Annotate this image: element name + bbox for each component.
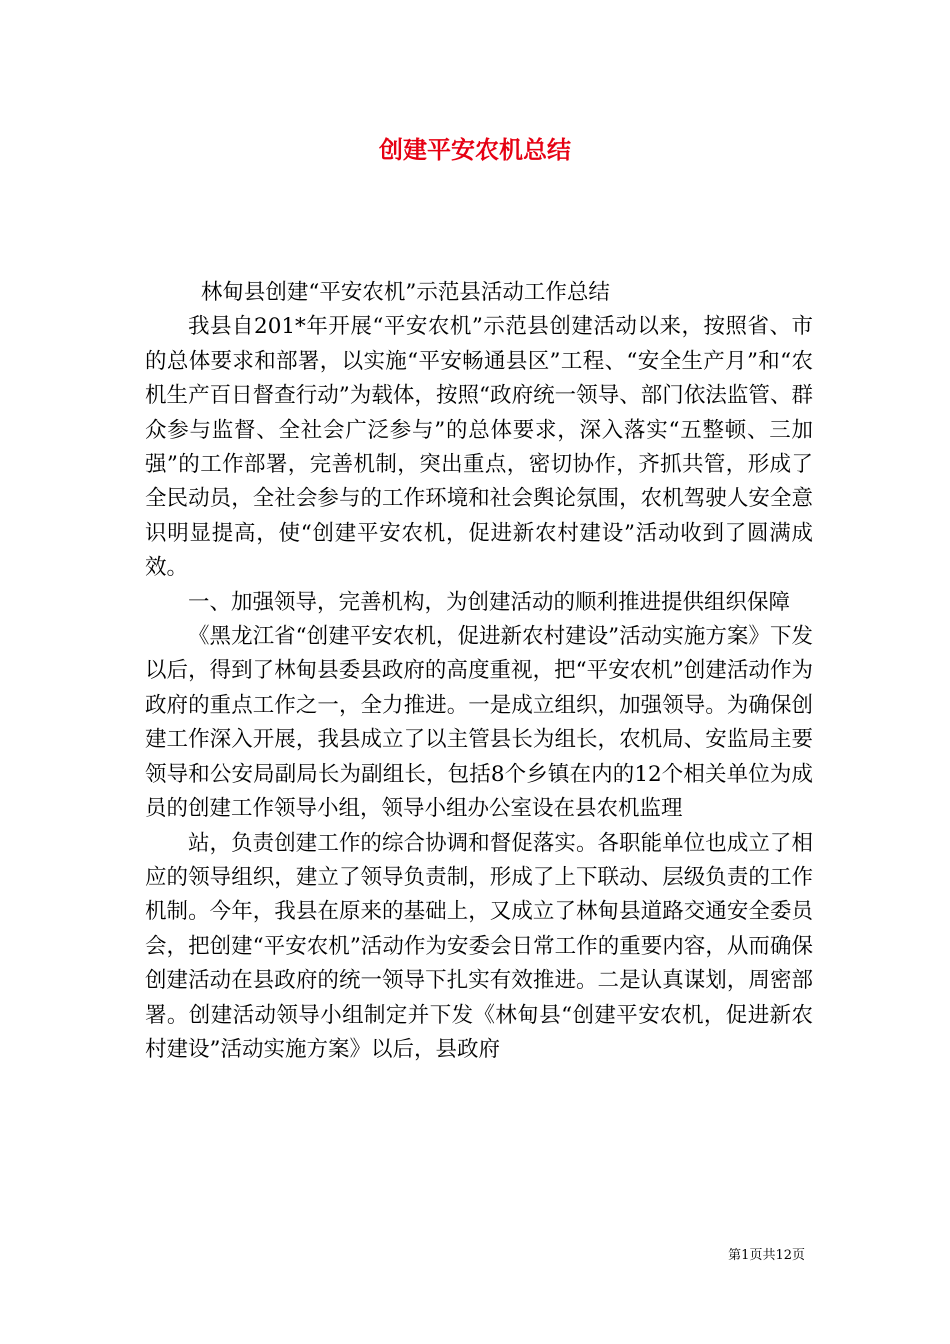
document-subtitle: 林甸县创建“平安农机”示范县活动工作总结	[200, 280, 610, 305]
page-title: 创建平安农机总结	[379, 135, 571, 164]
document-body	[145, 276, 813, 1067]
paragraph-3: 站，负责创建工作的综合协调和督促落实。各职能单位也成立了相应的领导组织，建立了领导负责制，形成了上下联动、层级负责的工作机制。今年，我县在原来的基础上，又成立了林甸县道路交通安全委员会，把创建“平安农机”活动作为安委会日常工作的重要内容，从而确保创建活动在县政府的统一领导下扎实有效推进。二是认真谋划，周密部署。创建活动领导小组制定并下发《林甸县“创建平安农机，促进新农村建设”活动实施方案》以后，县政府	[145, 830, 813, 1062]
paragraph-1: 我县自201*年开展“平安农机”示范县创建活动以来，按照省、市的总体要求和部署，以实施“平安畅通县区”工程、“安全生产月”和“农机生产百日督查行动”为载体，按照“政府统一领导、部门依法监管、群众参与监督、全社会广泛参与”的总体要求，深入落实“五整顿、三加强”的工作部署，完善机制，突出重点，密切协作，齐抓共管，形成了全民动员，全社会参与的工作环境和社会舆论氛围，农机驾驶人安全意识明显提高，使“创建平安农机，促进新农村建设”活动收到了圆满成效。	[145, 314, 813, 581]
section-heading-1: 一、加强领导，完善机构，为创建活动的顺利推进提供组织保障	[188, 589, 791, 615]
page-number-footer: 第1页共12页	[728, 1248, 805, 1263]
paragraph-2: 《黑龙江省“创建平安农机，促进新农村建设”活动实施方案》下发以后，得到了林甸县委县政府的高度重视，把“平安农机”创建活动作为政府的重点工作之一，全力推进。一是成立组织，加强领导。为确保创建工作深入开展，我县成立了以主管县长为组长，农机局、安监局主要领导和公安局副局长为副组长，包括8个乡镇在内的12个相关单位为成员的创建工作领导小组，领导小组办公室设在县农机监理	[145, 624, 813, 822]
